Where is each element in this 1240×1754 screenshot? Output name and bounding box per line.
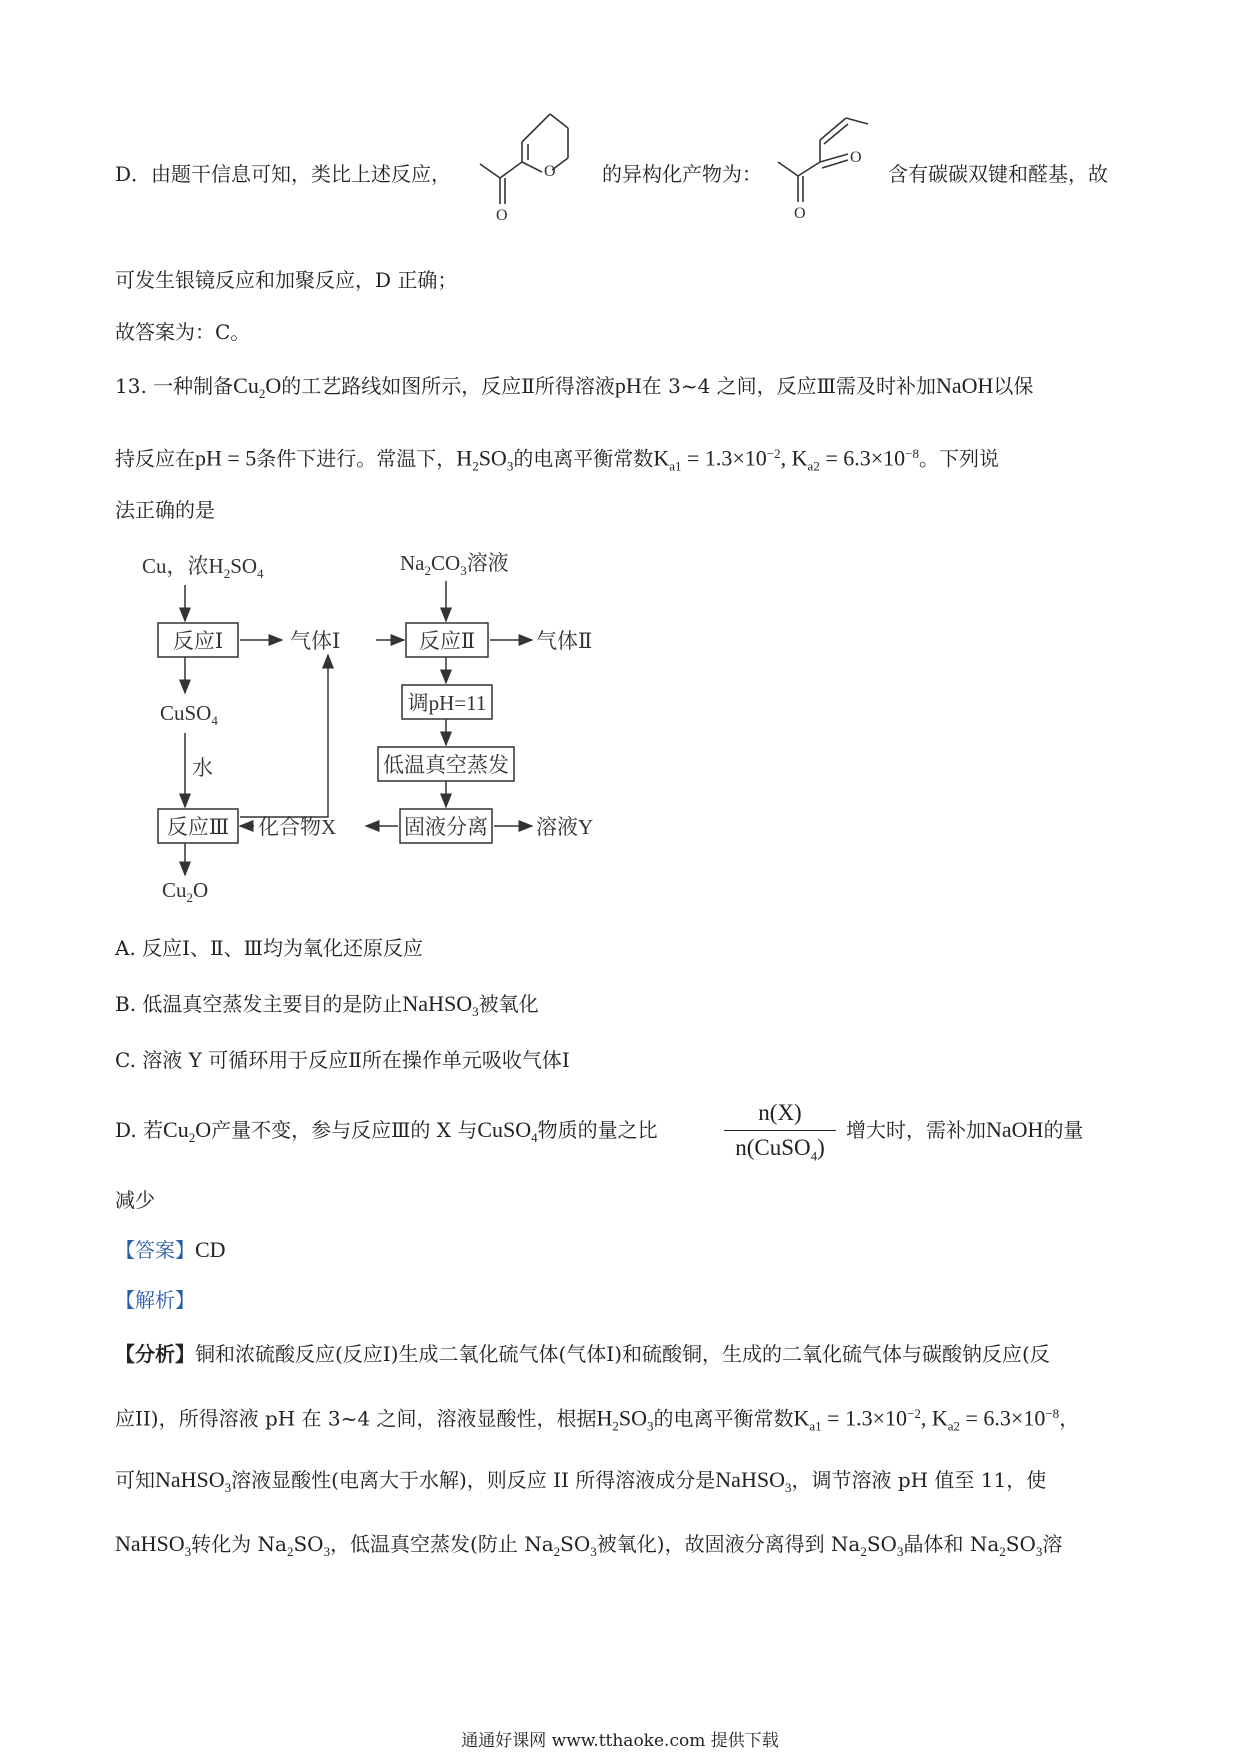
option-d-tail (846, 1116, 1083, 1144)
process-flow-diagram (130, 545, 630, 905)
option-d-naoh: NaOH (986, 1117, 1044, 1142)
analysis-tag: 【分析】 (115, 1342, 195, 1366)
label-cuso4: CuSO$_4$ (160, 701, 218, 728)
q13-ka2-exp: −8 (905, 446, 919, 461)
q13-intro: 13. 一种制备 (115, 374, 234, 398)
analysis-h: H (596, 1405, 613, 1431)
q13-ph5: pH = 5 (195, 445, 257, 471)
answer-label: 【答案】 (115, 1238, 195, 1262)
analysis-k2-sub: a2 (947, 1418, 961, 1434)
analysis-k2-val: = 6.3×10 (960, 1405, 1046, 1431)
analysis-l4-s1: 2 (286, 1544, 294, 1559)
analysis-k2-exp: −8 (1045, 1406, 1060, 1421)
pyran-carbonyl-o: O (496, 207, 508, 224)
label-reaction-1: 反应Ⅰ (172, 629, 224, 653)
fraction-den-sub: 4 (810, 1148, 818, 1164)
option-b-sub: 3 (472, 1004, 479, 1019)
answer-line (115, 1236, 226, 1264)
isomer-carbonyl-o: O (794, 205, 806, 222)
q13-ka2: , K (780, 445, 808, 471)
q13-so: SO (478, 445, 507, 471)
option-b-text: B. 低温真空蒸发主要目的是防止 (115, 992, 403, 1016)
analysis-label: 【解析】 (115, 1288, 195, 1312)
option-d (115, 1116, 658, 1152)
label-adjust-ph: 调pH=11 (407, 691, 487, 715)
analysis-l4e: 被氧化)，故固液分离得到 Na (596, 1532, 861, 1556)
option-b-end: 被氧化 (478, 992, 539, 1016)
d-option-line1 (115, 160, 451, 188)
option-d-cu: Cu (163, 1117, 189, 1142)
analysis-k1-exp: −2 (907, 1406, 921, 1421)
analysis-l4g: 晶体和 Na (903, 1532, 1000, 1556)
pyran-o-atom: O (544, 163, 556, 180)
prev-answer-text: 故答案为：C。 (115, 320, 251, 344)
molecule-pyran (470, 100, 600, 230)
analysis-l4b: SO (293, 1532, 324, 1556)
analysis-l4-sub: 3 (184, 1544, 192, 1559)
input-na2co3: $Na_2CO_3$溶液 (400, 551, 509, 578)
analysis-line3 (115, 1466, 1046, 1502)
analysis-l4c: ，低温真空蒸发(防止 Na (330, 1532, 554, 1556)
q13-ka2-sub: a2 (807, 458, 820, 474)
option-d-end: 的量 (1043, 1118, 1084, 1142)
analysis-l3-sub: 3 (224, 1480, 232, 1495)
option-d-ratio-label: 物质的量之比 (537, 1118, 658, 1142)
analysis-l4i: 溶 (1042, 1532, 1063, 1556)
q13-naoh: NaOH (935, 373, 994, 398)
analysis-l4-s7: 2 (999, 1544, 1006, 1559)
label-compound-x: 化合物X (258, 815, 337, 839)
option-a-text: A. 反应Ⅰ、Ⅱ、Ⅲ均为氧化还原反应 (115, 936, 423, 960)
analysis-k1-sub: a1 (809, 1418, 822, 1434)
fraction-numerator: n(X) (758, 1100, 802, 1125)
q13-ka1-sub: a1 (669, 458, 682, 474)
answer-value: CD (195, 1237, 226, 1262)
analysis-l4h: SO (1005, 1532, 1036, 1556)
label-reaction-3: 反应Ⅲ (166, 815, 230, 839)
d-option-suffix (888, 160, 1108, 188)
label-cu2o: $Cu_2O$ (162, 878, 209, 905)
q13-l2a: 持反应在 (115, 446, 195, 471)
analysis-l3-sub2: 3 (784, 1480, 792, 1495)
label-gas-1: 气体Ⅰ (290, 629, 341, 653)
d-option-line2 (115, 266, 457, 294)
analysis-heading (115, 1286, 195, 1314)
q13-ka1-exp: −2 (766, 446, 781, 461)
analysis-l4-formula: NaHSO (115, 1531, 185, 1556)
analysis-h-sub: 2 (612, 1418, 619, 1434)
option-a (115, 934, 423, 962)
d-option-suffix-text: 含有碳碳双键和醛基，故 (888, 162, 1108, 186)
fraction-denominator (720, 1133, 840, 1172)
analysis-l4-s8: 3 (1035, 1544, 1043, 1559)
page-footer: 通通好课网 www.tthaoke.com 提供下载 (461, 1731, 779, 1751)
analysis-l3b: 溶液显酸性(电离大于水解)，则反应 II 所得溶液成分是 (231, 1468, 716, 1492)
analysis-k1-val: = 1.3×10 (821, 1405, 907, 1431)
analysis-l4-s4: 3 (590, 1544, 597, 1559)
analysis-l2c: ， (1059, 1406, 1080, 1431)
prev-answer (115, 318, 250, 346)
analysis-so-sub: 3 (647, 1418, 654, 1434)
q13-ka1: K (653, 445, 670, 471)
option-b (115, 990, 539, 1026)
option-b-formula: NaHSO (402, 991, 473, 1016)
analysis-line1 (115, 1340, 1050, 1368)
analysis-l3-formula2: NaHSO (715, 1467, 785, 1492)
analysis-k2: , K (920, 1405, 948, 1431)
analysis-l3c: ，调节溶液 pH 值至 11，使 (791, 1468, 1047, 1492)
q13-l2d: 。下列说 (919, 446, 999, 471)
q13-h-sub: 2 (472, 458, 479, 474)
analysis-l4-s6: 3 (896, 1544, 904, 1559)
input-cu-acid: Cu，浓$H_2SO_4$ (142, 554, 264, 581)
analysis-line4 (115, 1530, 1062, 1566)
label-separation: 固液分离 (404, 815, 488, 839)
q13-h: H (456, 445, 473, 471)
q13-l2b: 条件下进行。常温下， (256, 446, 457, 471)
analysis-k1: K (793, 1405, 810, 1431)
analysis-l4a: 转化为 Na (191, 1532, 287, 1556)
fraction-den-text: n(CuSO (735, 1135, 811, 1160)
analysis-l4f: SO (866, 1532, 897, 1556)
option-d-cuso4: CuSO (477, 1117, 532, 1142)
q13-l1b: 的工艺路线如图所示，反应Ⅱ所得溶液 (281, 374, 615, 398)
q13-l2c: 的电离平衡常数 (513, 446, 654, 471)
fraction-den-end: ) (817, 1135, 825, 1160)
q13-cu2o-cu: Cu (233, 373, 259, 398)
q13-l1d: 以保 (993, 374, 1034, 398)
option-d-line2 (115, 1186, 155, 1214)
d-option-mid (602, 160, 762, 188)
option-c (115, 1046, 570, 1074)
analysis-l4-s2: 3 (323, 1544, 331, 1559)
analysis-so: SO (618, 1405, 647, 1431)
option-d-mid: 产量不变，参与反应Ⅲ的 X 与 (211, 1118, 478, 1142)
analysis-l2b: 的电离平衡常数 (653, 1406, 794, 1431)
molecule-isomer (770, 100, 890, 230)
q13-so-sub: 3 (506, 458, 514, 474)
option-d-start: D. 若 (115, 1118, 164, 1142)
q13-ka2-val: = 6.3×10 (819, 445, 906, 471)
d-option-line2-text: 可发生银镜反应和加聚反应，D 正确； (115, 268, 458, 292)
label-water: 水 (192, 756, 213, 780)
q13-l3: 法正确的是 (115, 498, 215, 522)
label-solution-y: 溶液Y (536, 815, 594, 839)
option-d-cu-o: O (195, 1117, 212, 1142)
analysis-l2a: 应II)，所得溶液 pH 在 3~4 之间，溶液显酸性，根据 (115, 1406, 597, 1431)
analysis-l3a: 可知 (115, 1468, 155, 1492)
q13-line1 (115, 372, 1033, 408)
option-c-text: C. 溶液 Y 可循环用于反应Ⅱ所在操作单元吸收气体Ⅰ (115, 1048, 570, 1072)
q13-ka1-val: = 1.3×10 (681, 445, 767, 471)
option-d-cuso4-sub: 4 (531, 1130, 538, 1145)
analysis-l3-formula: NaHSO (155, 1467, 225, 1492)
d-option-mid-text: 的异构化产物为： (602, 162, 762, 186)
label-reaction-2: 反应Ⅱ (418, 629, 476, 653)
option-d-line2-text: 减少 (115, 1188, 155, 1212)
q13-line3 (115, 496, 215, 524)
q13-ph: pH (614, 373, 642, 398)
label-evaporation: 低温真空蒸发 (383, 753, 509, 777)
ratio-fraction (720, 1098, 840, 1172)
analysis-l4-s5: 2 (860, 1544, 867, 1559)
d-option-prefix: D．由题干信息可知，类比上述反应， (115, 162, 452, 186)
q13-cu2o-o: O (265, 373, 282, 398)
analysis-l1: 铜和浓硫酸反应(反应I)生成二氧化硫气体(气体Ⅰ)和硫酸铜，生成的二氧化硫气体与碳酸钠反应(反 (195, 1342, 1050, 1366)
label-gas-2: 气体Ⅱ (536, 629, 593, 653)
q13-cu2o-sub: 2 (258, 386, 266, 401)
isomer-aldehyde-o: O (850, 149, 862, 166)
analysis-l4d: SO (560, 1532, 591, 1556)
fraction-bar (724, 1130, 836, 1131)
analysis-l4-s3: 2 (553, 1544, 561, 1559)
option-d-tail-text: 增大时，需补加 (846, 1118, 986, 1142)
q13-l1c: 在 3~4 之间，反应Ⅲ需及时补加 (641, 374, 936, 398)
analysis-line2 (115, 1400, 1079, 1441)
option-d-cu-sub: 2 (188, 1130, 196, 1145)
q13-line2 (115, 440, 999, 481)
